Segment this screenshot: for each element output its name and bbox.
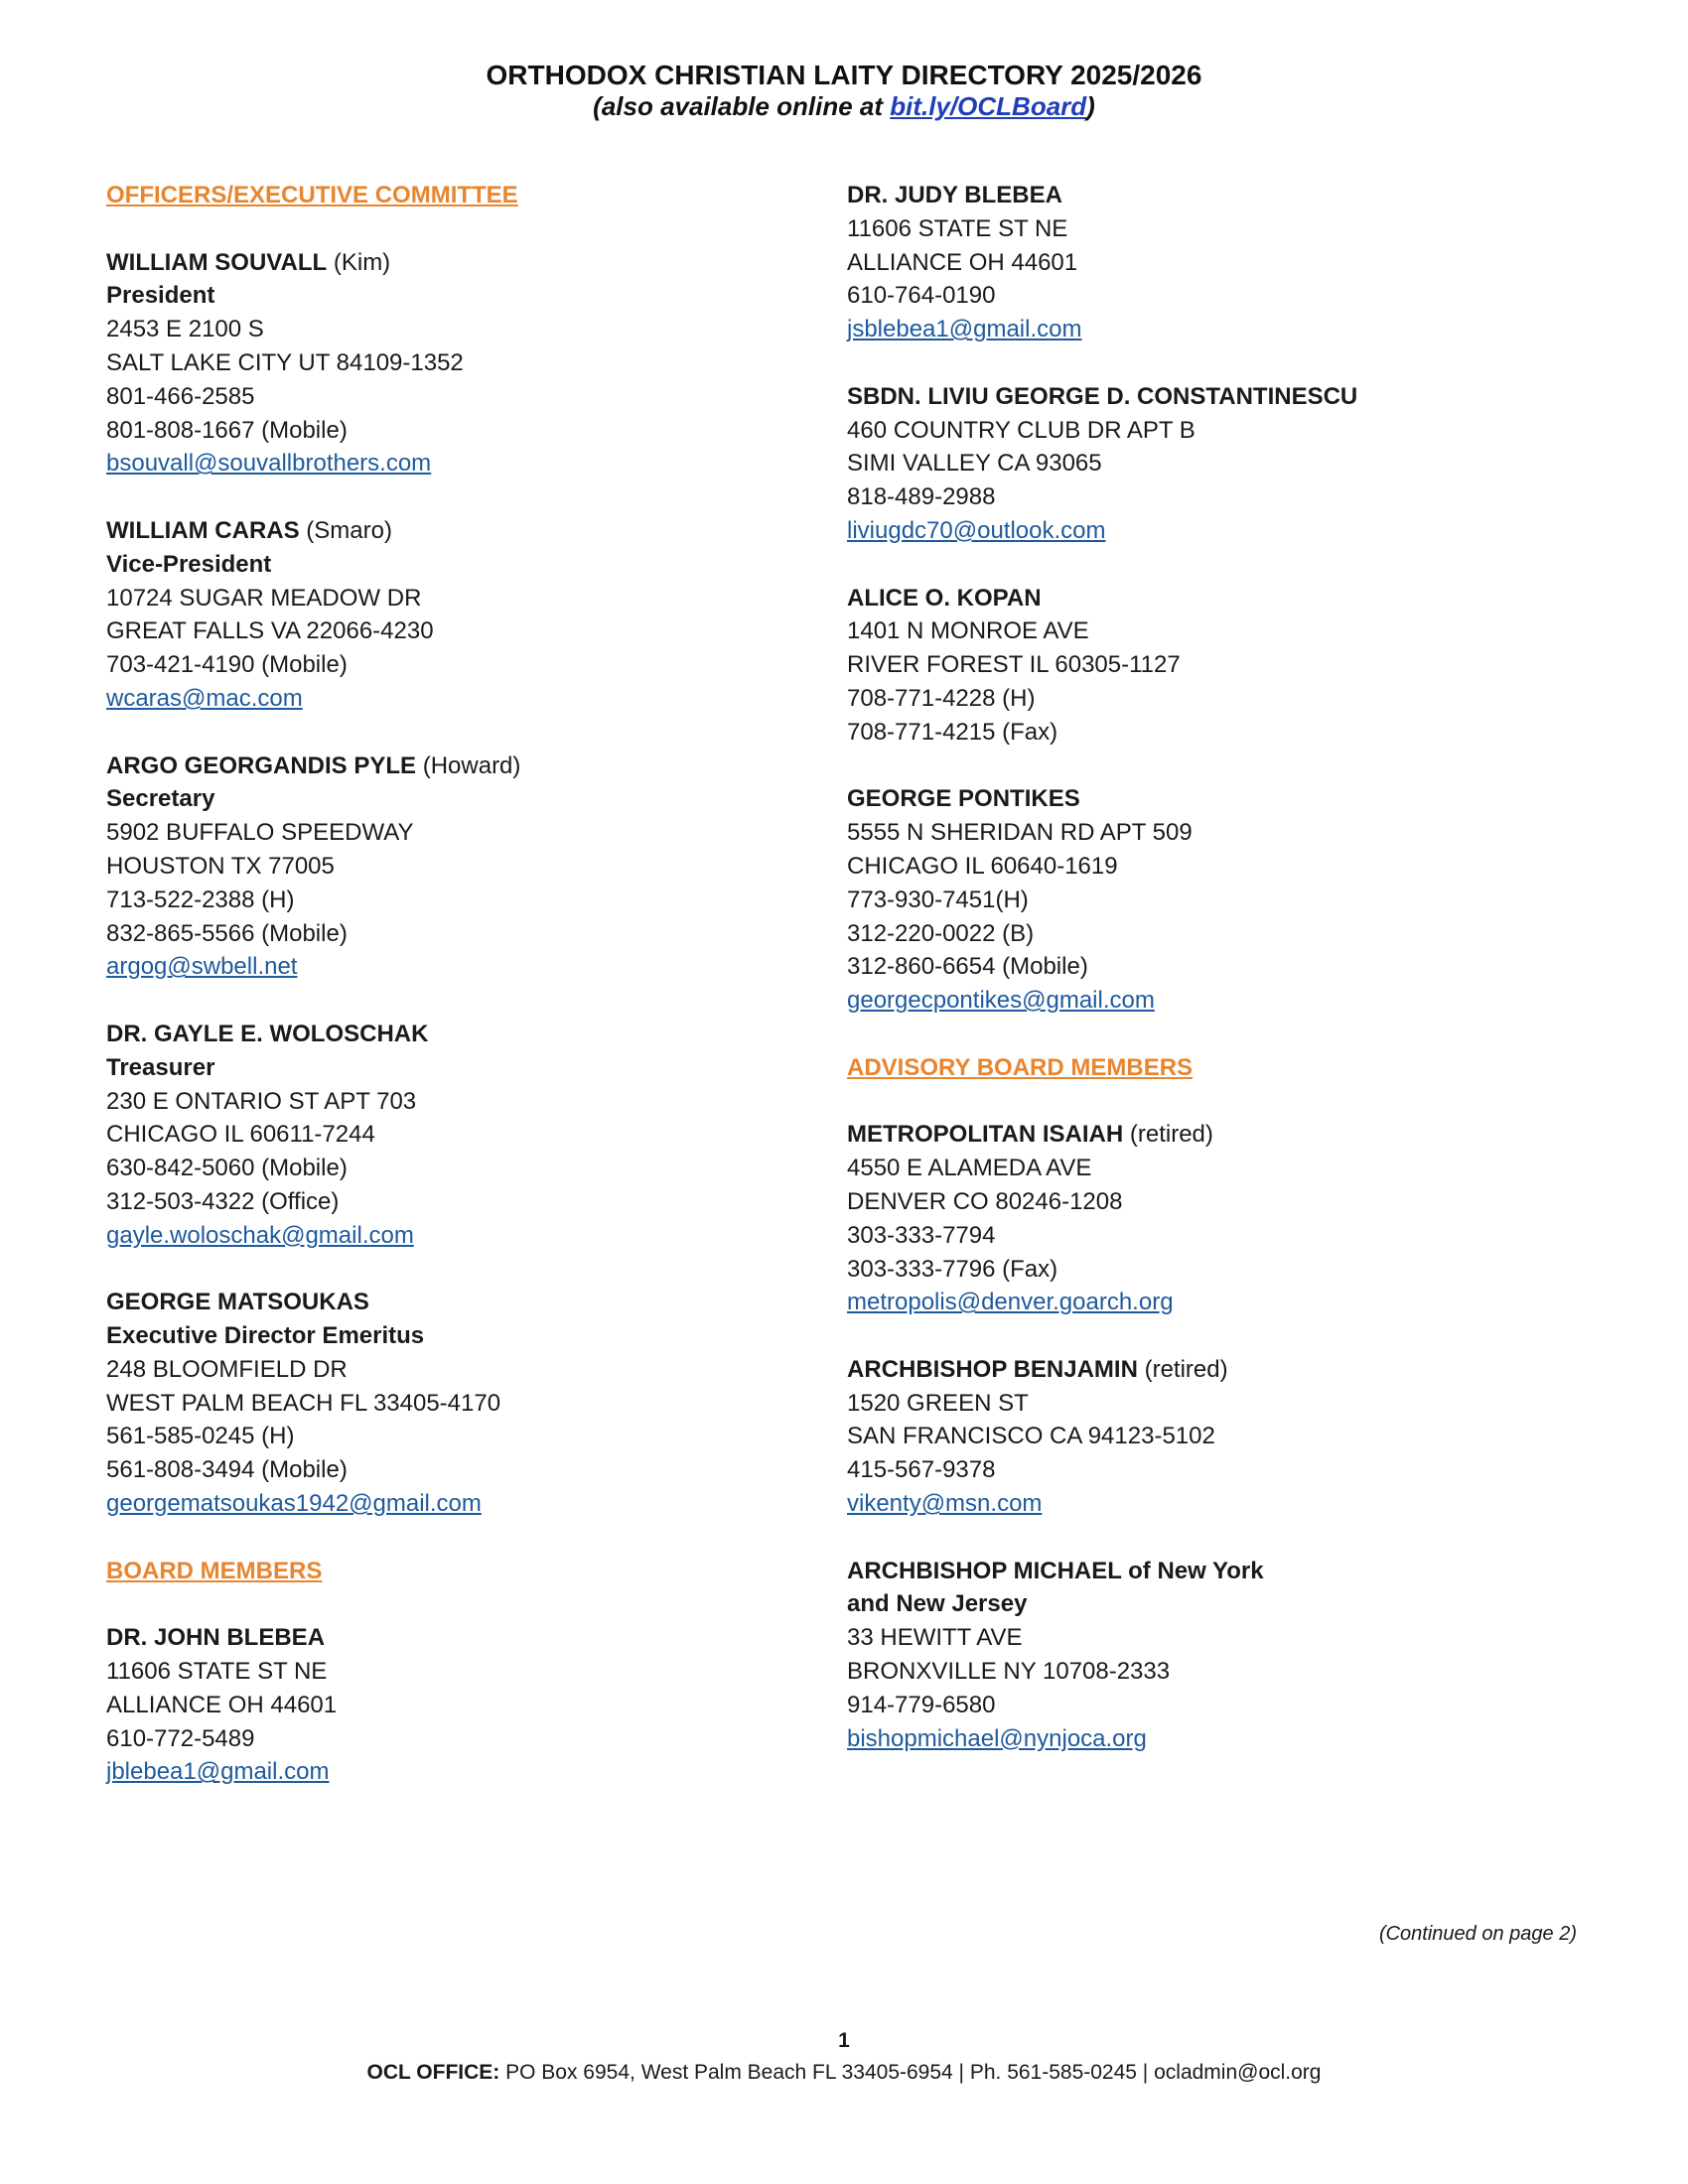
entry-line: 2453 E 2100 S	[106, 316, 264, 343]
directory-entry	[106, 1286, 801, 1521]
entry-line: 610-764-0190	[847, 282, 996, 310]
document-header	[0, 60, 1688, 121]
entry-line: 303-333-7794	[847, 1221, 996, 1249]
entry-line: 713-522-2388 (H)	[106, 886, 295, 913]
entry-line: 561-808-3494 (Mobile)	[106, 1456, 348, 1484]
entry-email[interactable]: wcaras@mac.com	[106, 684, 303, 712]
document-title: ORTHODOX CHRISTIAN LAITY DIRECTORY 2025/2026	[486, 60, 1202, 90]
directory-entry	[847, 1353, 1582, 1521]
directory-entry	[847, 782, 1582, 1018]
entry-line: DENVER CO 80246-1208	[847, 1187, 1123, 1215]
entry-spouse: (Smaro)	[299, 516, 392, 544]
entry-line: 914-779-6580	[847, 1691, 996, 1718]
entry-email[interactable]: gayle.woloschak@gmail.com	[106, 1221, 414, 1249]
entry-line: SIMI VALLEY CA 93065	[847, 450, 1102, 478]
entry-email[interactable]: georgematsoukas1942@gmail.com	[106, 1490, 482, 1518]
entry-name-suffix: (retired)	[1123, 1121, 1213, 1149]
entry-email[interactable]: metropolis@denver.goarch.org	[847, 1289, 1174, 1316]
entry-line: ALLIANCE OH 44601	[847, 248, 1078, 276]
entry-line: 312-503-4322 (Office)	[106, 1187, 340, 1215]
entry-role: Treasurer	[106, 1053, 215, 1081]
office-info	[0, 2057, 1688, 2089]
entry-email[interactable]: bishopmichael@nynjoca.org	[847, 1724, 1147, 1752]
entry-line: RIVER FOREST IL 60305-1127	[847, 651, 1181, 679]
entry-email[interactable]: jblebea1@gmail.com	[106, 1758, 330, 1786]
entry-name: GEORGE MATSOUKAS	[106, 1289, 369, 1316]
entry-name-suffix: (retired)	[1137, 1355, 1228, 1383]
directory-entry	[106, 246, 801, 481]
entry-name: WILLIAM CARAS	[106, 516, 300, 544]
entry-line: 5902 BUFFALO SPEEDWAY	[106, 819, 414, 847]
section-title-officers: OFFICERS/EXECUTIVE COMMITTEE	[106, 182, 518, 208]
continued-note: (Continued on page 2)	[1378, 1923, 1577, 1945]
directory-entry	[106, 750, 801, 985]
directory-entry	[847, 1555, 1582, 1756]
directory-entry	[847, 380, 1582, 548]
entry-email[interactable]: bsouvall@souvallbrothers.com	[106, 450, 432, 478]
page-number: 1	[838, 2029, 850, 2052]
entry-name: ARGO GEORGANDIS PYLE	[106, 751, 417, 779]
entry-line: 4550 E ALAMEDA AVE	[847, 1155, 1092, 1182]
entry-line: 33 HEWITT AVE	[847, 1624, 1023, 1652]
entry-line: CHICAGO IL 60640-1619	[847, 852, 1118, 880]
entry-line: 11606 STATE ST NE	[106, 1658, 328, 1686]
section-title-board: BOARD MEMBERS	[106, 1557, 323, 1584]
entry-email[interactable]: jsblebea1@gmail.com	[847, 316, 1082, 343]
office-label: OCL OFFICE:	[366, 2061, 500, 2084]
entry-line: 11606 STATE ST NE	[847, 214, 1068, 242]
entry-line: 773-930-7451(H)	[847, 886, 1029, 913]
left-column	[106, 179, 801, 1823]
entry-spouse: (Howard)	[416, 751, 521, 779]
entry-line: 312-220-0022 (B)	[847, 919, 1035, 947]
entry-line: 1520 GREEN ST	[847, 1389, 1029, 1417]
page-footer	[0, 2025, 1688, 2089]
entry-role: Vice-President	[106, 550, 272, 578]
online-link[interactable]: bit.ly/OCLBoard	[890, 91, 1087, 121]
entry-line: 5555 N SHERIDAN RD APT 509	[847, 819, 1193, 847]
directory-entry	[847, 1118, 1582, 1319]
entry-line: 561-585-0245 (H)	[106, 1423, 295, 1450]
entry-line: 460 COUNTRY CLUB DR APT B	[847, 416, 1196, 444]
entry-line: 708-771-4228 (H)	[847, 684, 1036, 712]
entry-name: ALICE O. KOPAN	[847, 584, 1042, 612]
entry-email[interactable]: argog@swbell.net	[106, 953, 298, 981]
entry-line: 630-842-5060 (Mobile)	[106, 1155, 348, 1182]
directory-entry	[847, 582, 1582, 750]
entry-name: GEORGE PONTIKES	[847, 785, 1080, 813]
entry-line: 312-860-6654 (Mobile)	[847, 953, 1088, 981]
entry-line: 248 BLOOMFIELD DR	[106, 1355, 348, 1383]
right-column	[847, 179, 1582, 1789]
entry-name-continued: and New Jersey	[847, 1590, 1028, 1618]
entry-line: 801-808-1667 (Mobile)	[106, 416, 348, 444]
entry-name: DR. JUDY BLEBEA	[847, 182, 1062, 208]
entry-line: ALLIANCE OH 44601	[106, 1691, 338, 1718]
entry-role: Secretary	[106, 785, 215, 813]
entry-line: 303-333-7796 (Fax)	[847, 1255, 1058, 1283]
entry-line: WEST PALM BEACH FL 33405-4170	[106, 1389, 501, 1417]
entry-name: WILLIAM SOUVALL	[106, 248, 328, 276]
office-text: PO Box 6954, West Palm Beach FL 33405-6954 | Ph. 561-585-0245 | ocladmin@ocl.org	[499, 2061, 1322, 2084]
entry-email[interactable]: georgecpontikes@gmail.com	[847, 987, 1155, 1015]
entry-line: 230 E ONTARIO ST APT 703	[106, 1087, 417, 1115]
entry-line: CHICAGO IL 60611-7244	[106, 1121, 375, 1149]
entry-line: 610-772-5489	[106, 1724, 255, 1752]
directory-entry	[106, 1018, 801, 1253]
entry-line: 708-771-4215 (Fax)	[847, 718, 1058, 746]
entry-line: 10724 SUGAR MEADOW DR	[106, 584, 422, 612]
entry-line: 801-466-2585	[106, 382, 255, 410]
entry-line: 703-421-4190 (Mobile)	[106, 651, 348, 679]
entry-line: 1401 N MONROE AVE	[847, 617, 1089, 645]
entry-email[interactable]: liviugdc70@outlook.com	[847, 516, 1106, 544]
directory-entry	[847, 179, 1582, 346]
directory-entry	[106, 1621, 801, 1789]
entry-line: 415-567-9378	[847, 1456, 996, 1484]
entry-line: GREAT FALLS VA 22066-4230	[106, 617, 434, 645]
entry-name: METROPOLITAN ISAIAH	[847, 1121, 1124, 1149]
entry-name: DR. GAYLE E. WOLOSCHAK	[106, 1020, 429, 1047]
entry-role: President	[106, 282, 215, 310]
entry-line: SALT LAKE CITY UT 84109-1352	[106, 348, 464, 376]
document-subtitle: (also available online at bit.ly/OCLBoard)	[593, 91, 1095, 121]
section-title-advisory: ADVISORY BOARD MEMBERS	[847, 1053, 1194, 1081]
entry-name: SBDN. LIVIU GEORGE D. CONSTANTINESCU	[847, 382, 1358, 410]
entry-name: ARCHBISHOP MICHAEL of New York	[847, 1557, 1264, 1584]
entry-line: HOUSTON TX 77005	[106, 852, 335, 880]
entry-line: 832-865-5566 (Mobile)	[106, 919, 348, 947]
entry-line: SAN FRANCISCO CA 94123-5102	[847, 1423, 1215, 1450]
entry-line: 818-489-2988	[847, 483, 996, 511]
entry-name: DR. JOHN BLEBEA	[106, 1624, 326, 1652]
entry-line: BRONXVILLE NY 10708-2333	[847, 1658, 1171, 1686]
entry-name: ARCHBISHOP BENJAMIN	[847, 1355, 1138, 1383]
entry-spouse: (Kim)	[327, 248, 391, 276]
entry-email[interactable]: vikenty@msn.com	[847, 1490, 1043, 1518]
directory-entry	[106, 514, 801, 716]
entry-role: Executive Director Emeritus	[106, 1322, 425, 1350]
